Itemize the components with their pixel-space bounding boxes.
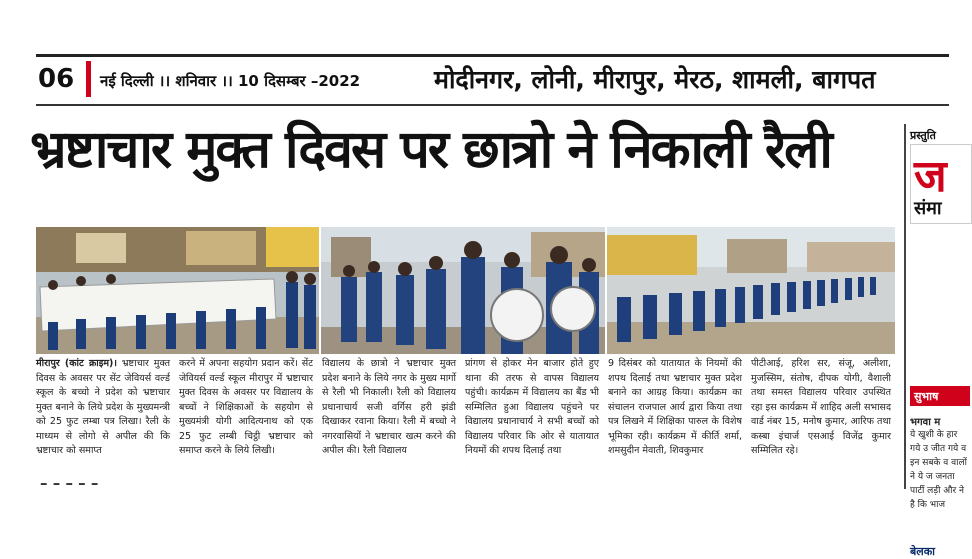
- red-divider-bar: [86, 61, 91, 97]
- photo-marching-column: [607, 227, 895, 354]
- sidebar-subtitle: संमा: [914, 198, 942, 219]
- headline: भ्रष्टाचार मुक्त दिवस पर छात्रो ने निकाली रैली: [30, 120, 831, 180]
- article-column-text: भ्रष्टाचार मुक्त दिवस के अवसर पर सेंट जेवियर्स वर्ल्ड स्कूल के बच्चो ने प्रदेश को भ्रष्टाचार मुक्त बनाने के लिये प्रदेश के मुख्यमन्त्री को 25 फुट लम्बा पत्र लिखा। रैली के माध्यम से लोगो से अपील की कि भ्रष्टाचार को समाप्त: [36, 358, 170, 456]
- bottom-strip-text: – – – – –: [40, 474, 99, 492]
- sidebar-ad: [904, 124, 967, 558]
- sidebar-red-band: [910, 386, 970, 406]
- article-column-text: पीटीआई, हरिश सर, संजू, अलीशा, मुजस्सिम, संतोष, दीपक योगी, वैशाली तथा समस्त विद्यालय परिवार उपस्थित रहा इस कार्यक्रम में शाहिद अली सभासद वार्ड नंबर 15, मनोष कुमार, आरिफ तथा कस्बा इंचार्ज एसआई विजेंद्र कुमार सम्मिलित रहे।: [751, 358, 891, 456]
- region-banner: मोदीनगर, लोनी, मीरापुर, मेरठ, शामली, बागपत: [434, 65, 876, 94]
- article-column-5: [608, 357, 742, 467]
- photo-banner-rally: [36, 227, 319, 354]
- sidebar-band-label: सुभाष: [914, 390, 939, 403]
- article-column-text: प्रांगण से होकर मेन बाजार होते हुए थाना की तरफ से वापस विद्यालय पहुंची। कार्यक्रम में विद्यालय का बैंड भी सम्मिलित हुआ विद्यालय पहुंचने पर विद्यालय प्रधानाचार्य ने सभी बच्चों को विद्यालय परिवार कि ओर से यातायात नियमों की शपथ दिलाई तथा: [465, 358, 599, 456]
- top-rule: [36, 54, 949, 57]
- sidebar-story-text: ये खुशी के हार गये उ जीत गये व इन सबके व वालों ने ये ज जनता पार्टी लड़ी और ने है कि भाज: [910, 430, 967, 510]
- sidebar-story-title: भगवा म: [910, 417, 941, 428]
- sidebar-story2-title: बेलका: [910, 545, 936, 558]
- article-byline: मीरापुर (कांट क्राइम)।: [36, 358, 118, 369]
- sidebar-story: [910, 414, 970, 512]
- page-header: [36, 58, 949, 102]
- dateline: नई दिल्ली ।। शनिवार ।। 10 दिसम्बर –2022: [100, 72, 361, 90]
- sidebar-big-letter: ज: [914, 151, 947, 202]
- article-column-3: [322, 357, 456, 467]
- article-column-1: [36, 357, 170, 467]
- article-column-4: [465, 357, 599, 467]
- article-column-text: 9 दिसंबर को यातायात के नियमों की शपथ दिलाई तथा भ्रष्टाचार मुक्त प्रदेश बनाने का आग्रह किया। कार्यक्रम का संचालन राजपाल आर्य द्वारा किया तथा पत्र लिखने में शिक्षिका पारुल के विशेष भूमिका रही। कार्यक्रम में कीर्ति शर्मा, शमसुदीन मेवाती, शिवकुमार: [608, 358, 742, 456]
- article-column-6: [751, 357, 891, 467]
- sidebar-brand: प्रस्तुति: [910, 129, 936, 142]
- bottom-strip: [0, 472, 949, 492]
- article-column-text: करने में अपना सहयोग प्रदान करें। सेंट जेवियर्स वर्ल्ड स्कूल मीरापुर में भ्रष्टाचार मुक्त दिवस के अवसर पर विद्यालय के बच्चों ने शिक्षिकाओं के सहयोग से मुख्यमंत्री योगी आदित्यनाथ को एक 25 फुट लम्बी चिट्ठी भ्रष्टाचार को समाप्त करने के लिये लिखी।: [179, 358, 313, 456]
- article-column-text: विद्यालय के छात्रो ने भ्रष्टाचार मुक्त प्रदेश बनाने के लिये नगर के मुख्य मार्गो से रैली भी निकाली। रैली को विद्यालय प्रधानाचार्य सजी वर्गिस हरी झंडी दिखाकर रवाना किया। रैली में बच्चो ने नगरवासियों ने भ्रष्टाचार खत्म करने की अपील की। रैली विद्यालय: [322, 358, 456, 456]
- article-column-2: [179, 357, 313, 467]
- header-rule: [36, 104, 949, 106]
- page-number: 06: [38, 64, 75, 94]
- photo-band-drums: [321, 227, 605, 354]
